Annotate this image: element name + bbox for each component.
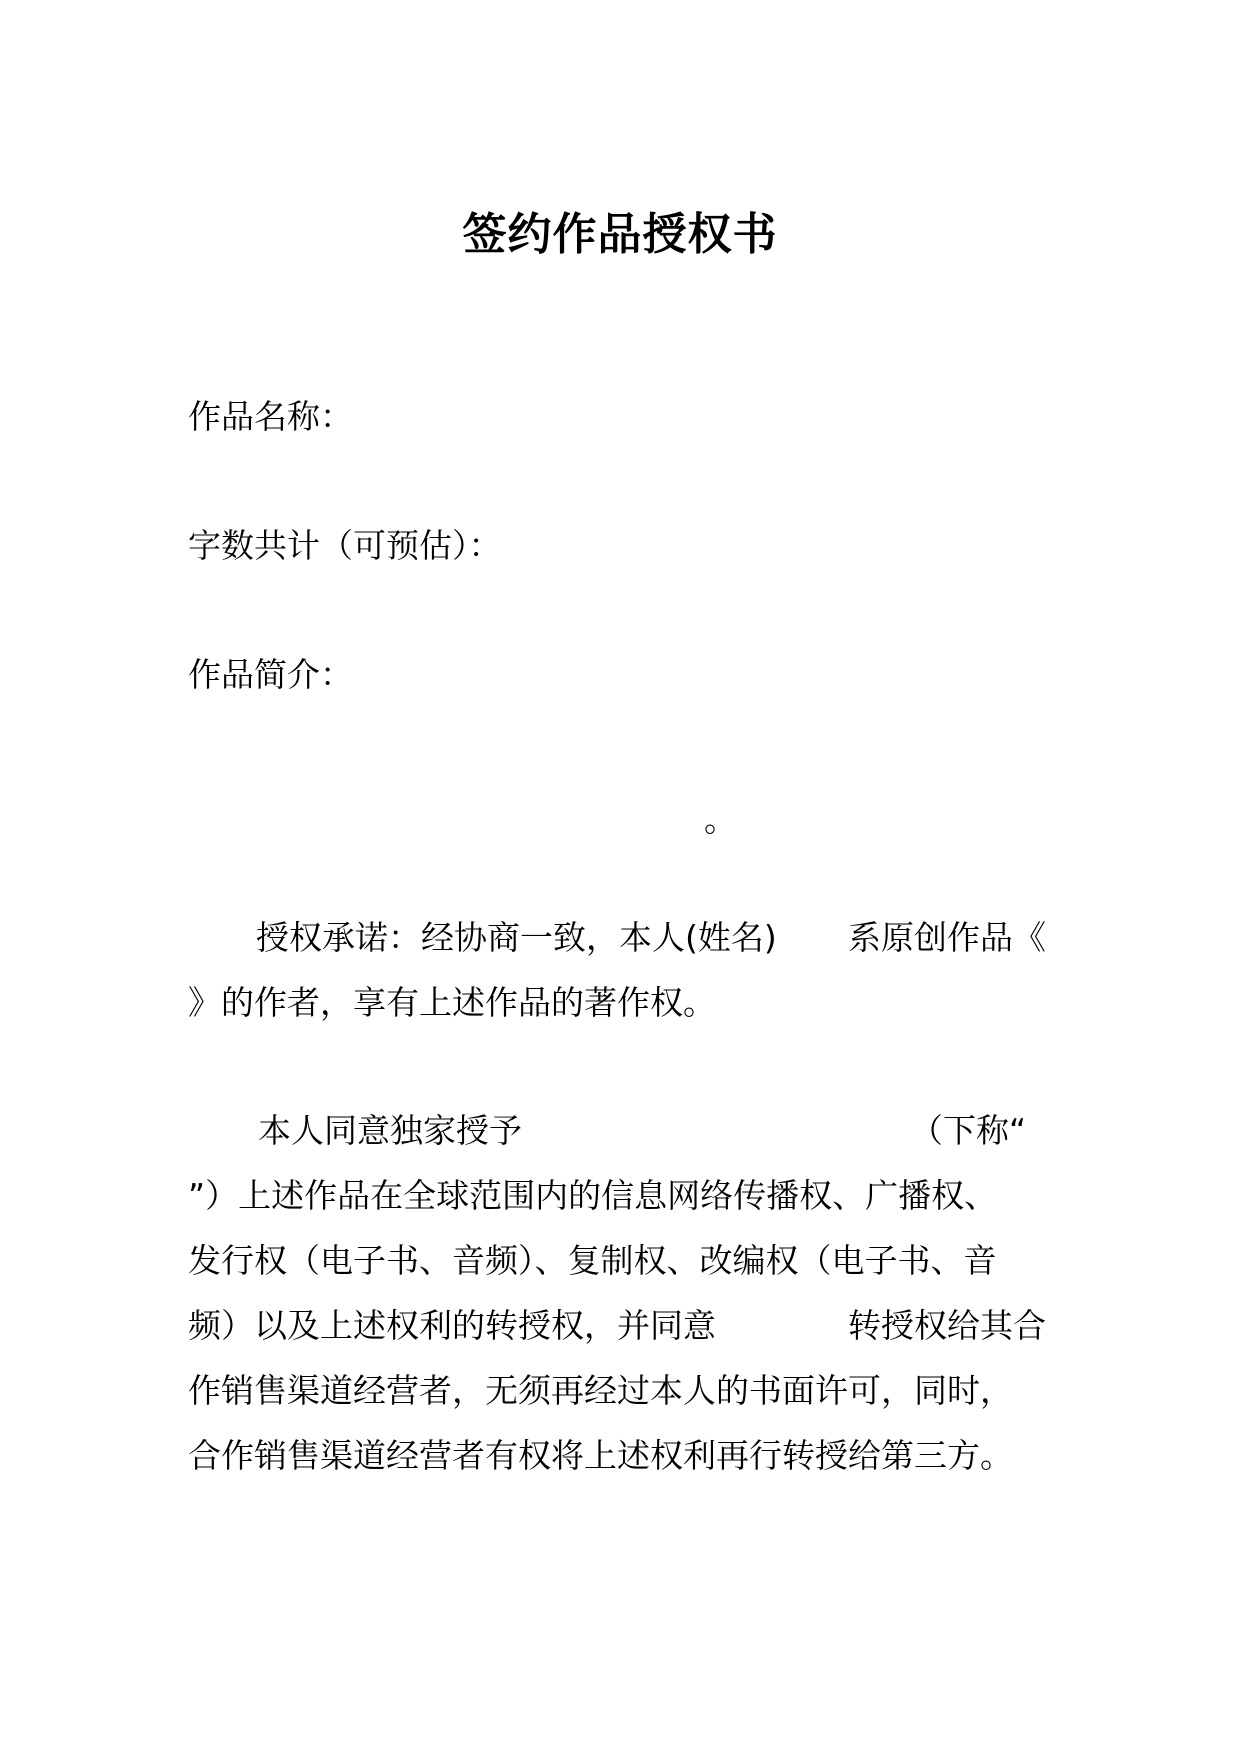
document-title: 签约作品授权书 [462, 209, 778, 260]
grant-text-consent: 频）以及上述权利的转授权，并同意 [188, 1306, 716, 1345]
grant-text-start: 本人同意独家授予 [258, 1111, 522, 1150]
summary-label: 作品简介： [188, 655, 353, 694]
authorization-promise-paragraph [188, 905, 1058, 1035]
paragraph-line: 合作销售渠道经营者有权将上述权利再行转授给第三方。 [188, 1436, 1013, 1475]
promise-text-start: 授权承诺：经协商一致，本人(姓名) [256, 918, 777, 957]
grant-paragraph [188, 1098, 1058, 1488]
word-count-label: 字数共计（可预估）： [188, 526, 502, 565]
paragraph-line [188, 1293, 1058, 1358]
paragraph-line [188, 970, 1058, 1035]
summary-end-mark: 。 [704, 800, 737, 839]
paragraph-line: ”）上述作品在全球范围内的信息网络传播权、广播权、 [188, 1176, 998, 1215]
paragraph-line [188, 905, 1058, 970]
grant-text-alias: （下称“ [910, 1111, 1027, 1150]
work-name-label: 作品名称： [188, 397, 353, 436]
paragraph-line: 作销售渠道经营者，无须再经过本人的书面许可，同时， [188, 1371, 1013, 1410]
promise-text-end: 》的作者，享有上述作品的著作权。 [188, 983, 716, 1022]
paragraph-line: 发行权（电子书、音频）、复制权、改编权（电子书、音 [188, 1241, 997, 1280]
grant-text-sublicense: 转授权给其合 [848, 1306, 1046, 1345]
paragraph-line [188, 1098, 1058, 1163]
promise-text-work: 系原创作品《 [848, 918, 1046, 957]
